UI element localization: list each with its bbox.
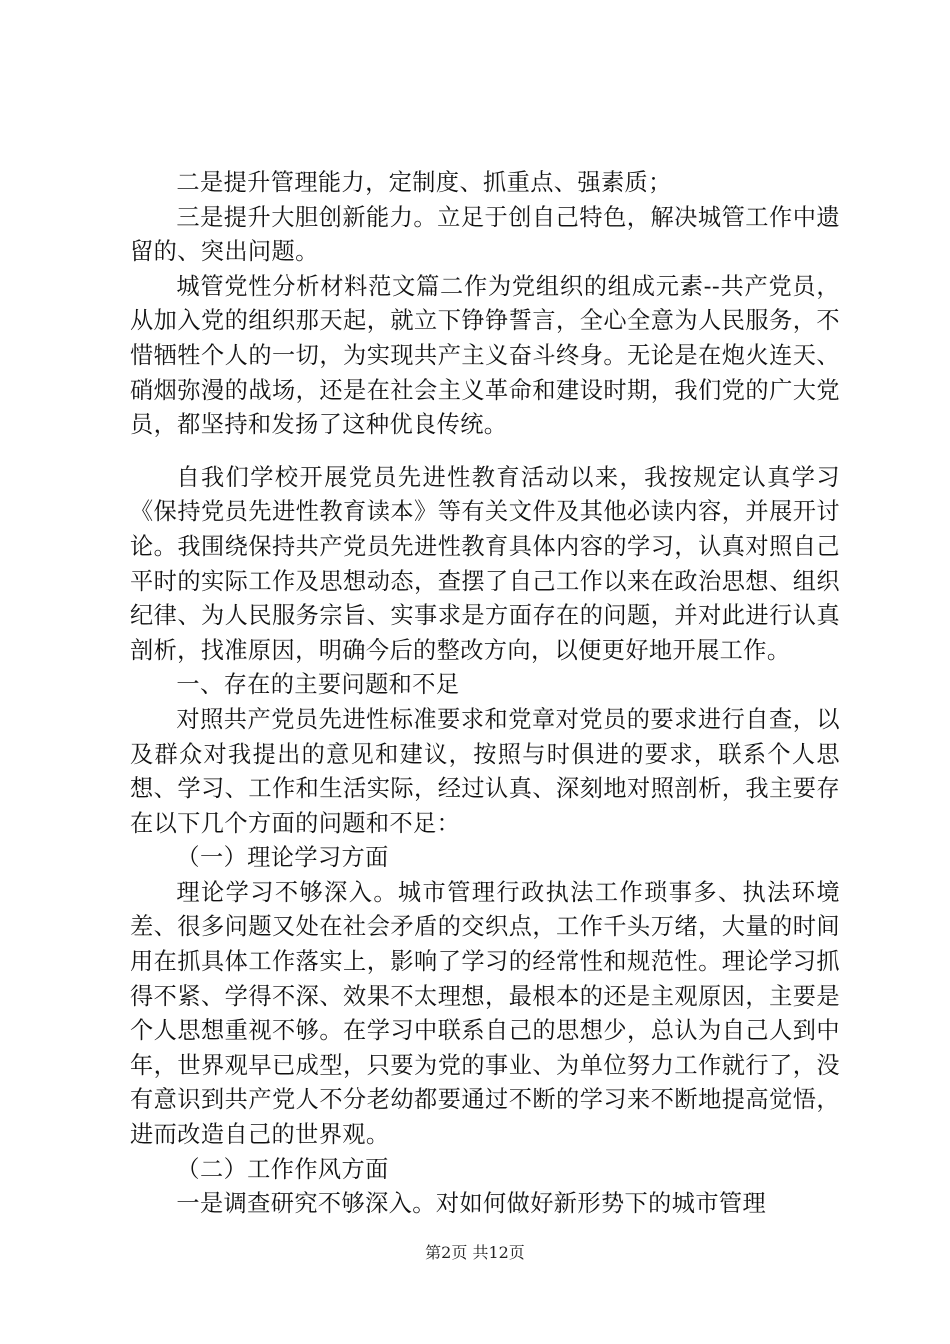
paragraph-innovation-ability: 三是提升大胆创新能力。立足于创自己特色，解决城管工作中遗留的、突出问题。 bbox=[130, 203, 840, 266]
paragraph-education-activity: 自我们学校开展党员先进性教育活动以来，我按规定认真学习《保持党员先进性教育读本》等有关文件及其他必读内容，并展开讨论。我围绕保持共产党员先进性教育具体内容的学习，认真对照自己平时的实际工作及思想动态，查摆了自己工作以来在政治思想、组织纪律、为人民服务宗旨、实事求是方面存在的问题，并对此进行认真剖析，找准原因，明确今后的整改方向，以便更好地开展工作。 bbox=[130, 463, 840, 664]
page-footer: 第2页 共12页 bbox=[425, 1243, 525, 1262]
subsection-heading-theory-study: （一）理论学习方面 bbox=[176, 844, 389, 872]
paragraph-self-check: 对照共产党员先进性标准要求和党章对党员的要求进行自查，以及群众对我提出的意见和建议，按照与时俱进的要求，联系个人思想、学习、工作和生活实际，经过认真、深刻地对照剖析，我主要存在以下几个方面的问题和不足： bbox=[130, 705, 840, 837]
paragraph-management-ability: 二是提升管理能力，定制度、抓重点、强素质； bbox=[176, 169, 672, 196]
paragraph-sample-two-intro: 城管党性分析材料范文篇二作为党组织的组成元素--共产党员，从加入党的组织那天起，就立下铮铮誓言，全心全意为人民服务，不惜牺牲个人的一切，为实现共产主义奋斗终身。无论是在炮火连天、硝烟弥漫的战场，还是在社会主义革命和建设时期，我们党的广大党员，都坚持和发扬了这种优良传统。 bbox=[130, 272, 840, 439]
paragraph-theory-study: 理论学习不够深入。城市管理行政执法工作琐事多、执法环境差、很多问题又处在社会矛盾的交织点，工作千头万绪，大量的时间用在抓具体工作落实上，影响了学习的经常性和规范性。理论学习抓得不紧、学得不深、效果不太理想，最根本的还是主观原因，主要是个人思想重视不够。在学习中联系自己的思想少，总认为自己人到中年，世界观早已成型，只要为党的事业、为单位努力工作就行了，没有意识到共产党人不分老幼都要通过不断的学习来不断地提高觉悟，进而改造自己的世界观。 bbox=[130, 878, 840, 1149]
subsection-heading-work-style: （二）工作作风方面 bbox=[176, 1155, 389, 1183]
section-heading-main-problems: 一、存在的主要问题和不足 bbox=[176, 671, 460, 699]
paragraph-research: 一是调查研究不够深入。对如何做好新形势下的城市管理 bbox=[176, 1190, 767, 1218]
document-body bbox=[130, 166, 840, 1222]
